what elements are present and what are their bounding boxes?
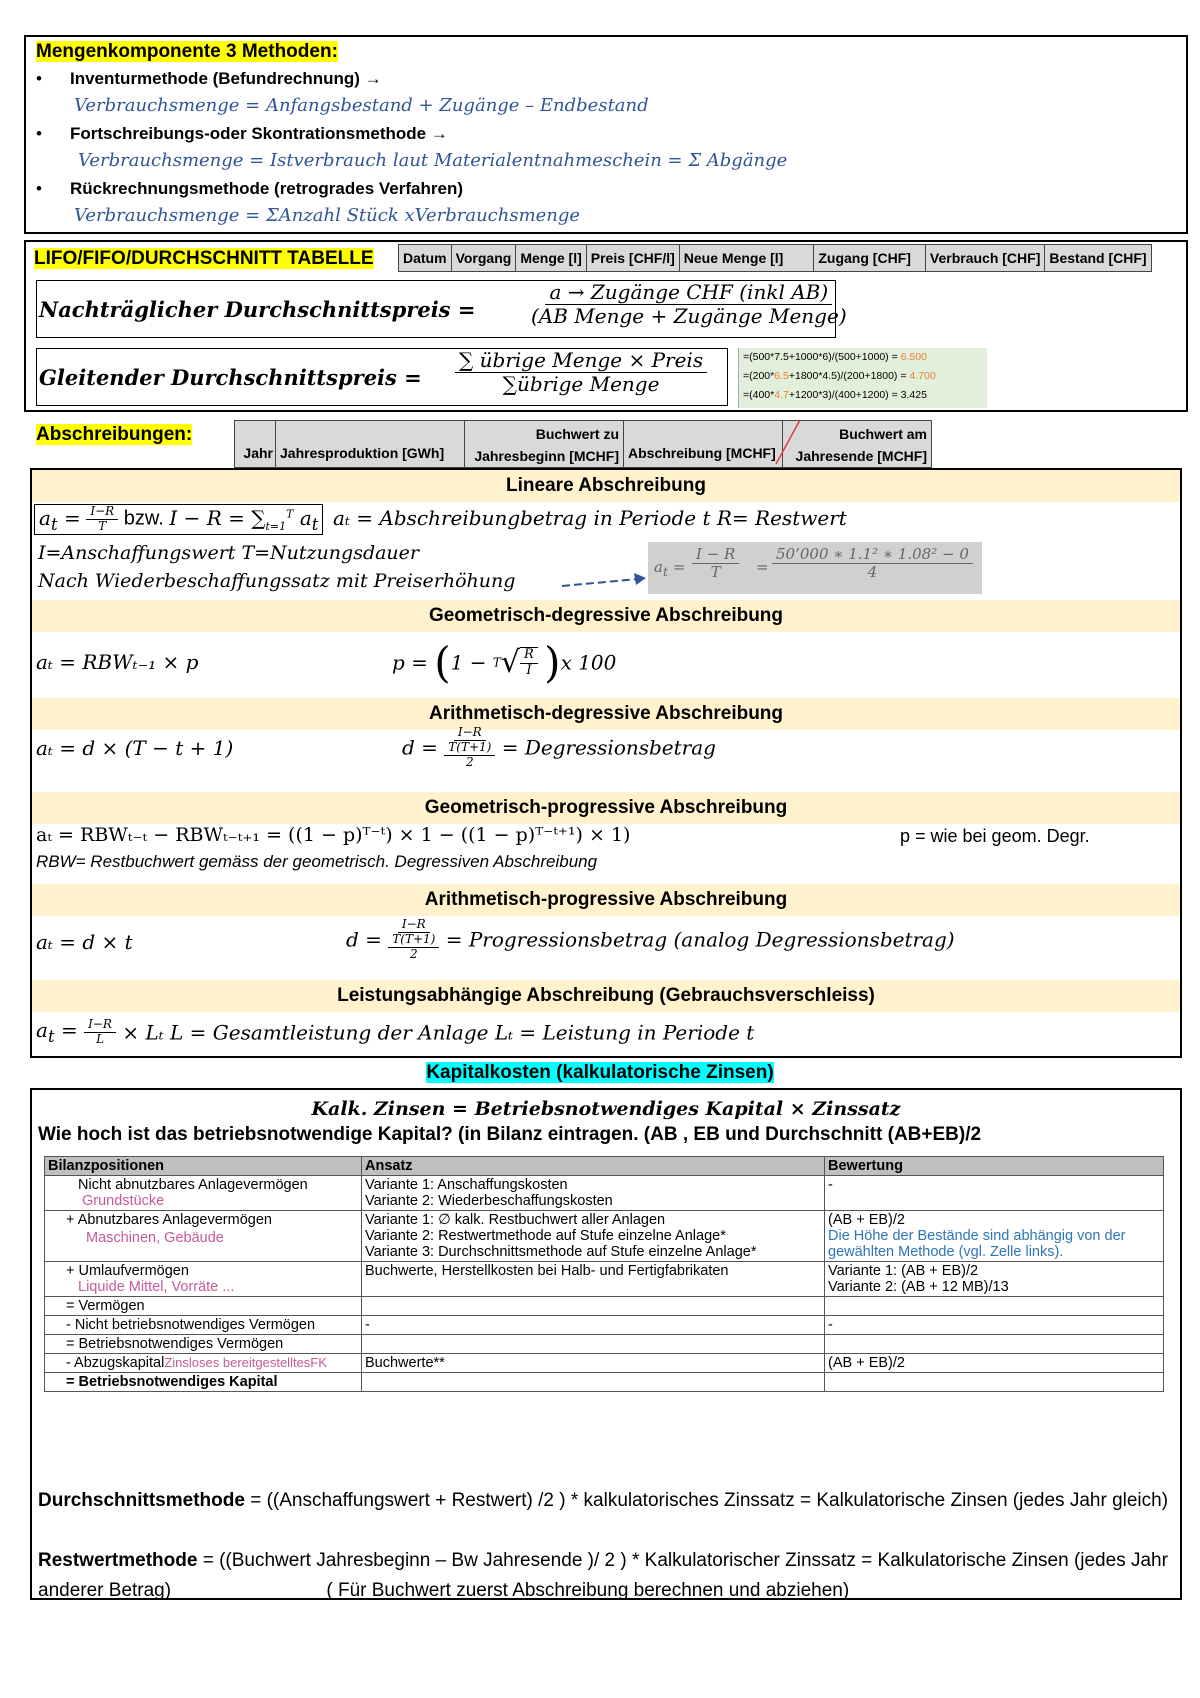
example-line: =(200*6.5+1800*4.5)/(200+1800) = 4.700 [743, 370, 936, 382]
nachtraeglich-formula-box [36, 280, 847, 338]
gleitender-formula-box [36, 348, 728, 406]
table-row: = Vermögen [45, 1297, 1164, 1316]
geo-prog-formula: aₜ = RBWₜ₋ₜ − RBWₜ₋ₜ₊₁ = ((1 − p)ᵀ⁻ᵗ) × 1 − ((1 − p)ᵀ⁻ᵗ⁺¹) × 1) [36, 824, 631, 846]
gleitender-label: Gleitender Durchschnittspreis = [39, 365, 422, 390]
lifo-col-header: Neue Menge [l] [680, 245, 815, 271]
bilanz-table [44, 1156, 1164, 1392]
abschreibung-table-header [234, 420, 932, 468]
lifo-col-header: Zugang [CHF] [814, 245, 926, 271]
example-line: =(400*4.7+1200*3)/(400+1200) = 3.425 [743, 389, 927, 401]
mengen-item-1: • Inventurmethode (Befundrechnung) → [36, 69, 382, 88]
bilanz-header: Bewertung [825, 1157, 1164, 1176]
nachtraeglich-denominator: (AB Menge + Zugänge Menge) [531, 304, 847, 328]
lifo-table-header [398, 244, 1152, 272]
kapital-formula: Kalk. Zinsen = Betriebsnotwendiges Kapital × Zinssatz [311, 1098, 901, 1120]
nachtraeglich-numerator: a → Zugänge CHF (inkl AB) [545, 281, 832, 305]
kapital-box [30, 1088, 1182, 1600]
gleitender-numerator: ∑ übrige Menge × Preis [455, 349, 707, 373]
arrow-icon [560, 570, 650, 594]
arith-deg-formula-2: d = I−R T(T+1) 2 = Degressionsbetrag [402, 725, 716, 769]
section-title-linear: Lineare Abschreibung [32, 470, 1180, 502]
linear-example-num: 50’000 ∗ 1.1² ∗ 1.08² − 0 [772, 546, 973, 564]
table-row: = Betriebsnotwendiges Vermögen [45, 1335, 1164, 1354]
linear-example-den: 4 [867, 563, 878, 582]
lifo-col-header: Datum [399, 245, 452, 271]
abschreibung-col-header: Jahr [235, 421, 276, 467]
mengen-item-label: Rückrechnungsmethode (retrogrades Verfahren) [70, 179, 463, 198]
durchschnittsmethode-text: Durchschnittsmethode = ((Anschaffungswert + Restwert) /2 ) * kalkulatorisches Zinssatz = Kalkulatorische Zinsen (jedes Jahr gleich) [38, 1490, 1169, 1511]
table-row: + Umlaufvermögen Liquide Mittel, Vorräte ... Buchwerte, Herstellkosten bei Halb- und Fertigfabrikaten Variante 1: (AB + EB)/2 Variante 2: (AB + 12 MB)/13 [45, 1262, 1164, 1297]
mengen-title: Mengenkomponente 3 Methoden: [36, 41, 338, 62]
arith-deg-formula-1: aₜ = d × (T − t + 1) [36, 736, 234, 760]
linear-line2: I=Anschaffungswert T=Nutzungsdauer [38, 542, 419, 564]
table-row: - AbzugskapitalZinsloses bereitgestelltesFK Buchwerte** (AB + EB)/2 [45, 1354, 1164, 1373]
table-row: = Betriebsnotwendiges Kapital [45, 1373, 1164, 1392]
lifo-col-header: Bestand [CHF] [1049, 250, 1147, 266]
lifo-title: LIFO/FIFO/DURCHSCHNITT TABELLE [34, 248, 374, 269]
arith-prog-formula-2: d = I−R T(T+1) 2 = Progressionsbetrag (analog Degressionsbetrag) [346, 917, 955, 961]
example-line: =(500*7.5+1000*6)/(500+1000) = 6.500 [743, 351, 927, 363]
abschreibungen-box [30, 468, 1182, 1058]
gleitender-denominator: ∑übrige Menge [502, 372, 660, 396]
bilanz-header: Ansatz [362, 1157, 825, 1176]
abschreibung-col-header: Buchwert am Jahresende [MCHF] [795, 426, 927, 464]
section-title-arith-prog: Arithmetisch-progressive Abschreibung [32, 884, 1180, 916]
lifo-col-header: Preis [CHF/l] [587, 245, 680, 271]
mengen-item-2: • Fortschreibungs-oder Skontrationsmethode → [36, 124, 448, 143]
abschreibung-col-header: Jahresproduktion [GWh] [276, 421, 465, 467]
kapital-title: Kapitalkosten (kalkulatorische Zinsen) [426, 1062, 774, 1083]
lifo-box [24, 240, 1188, 412]
geo-deg-formula-2: p = (1 − T√ $\frac{R}{I}$ )x 100 [392, 638, 617, 687]
leistung-formula: $a_t$ = $\frac{I-R}{L}$ × Lₜ L = Gesamtleistung der Anlage Lₜ = Leistung in Periode t [36, 1017, 755, 1047]
linear-example-box: $a_t$ = $\frac{I - R}{T}$ = $\frac{\text{50’000 ∗ 1.1² ∗ 1.08² − 0}}{4}$ [648, 542, 982, 594]
mengen-item-3: • Rückrechnungsmethode (retrogrades Verfahren) [36, 179, 463, 198]
kapital-question: Wie hoch ist das betriebsnotwendige Kapital? (in Bilanz eintragen. (AB , EB und Durchschnitt (AB+EB)/2 [38, 1124, 982, 1145]
red-slash-mark [770, 418, 806, 468]
section-title-arith-deg: Arithmetisch-degressive Abschreibung [32, 698, 1180, 730]
bzw-text: bzw. [123, 507, 164, 530]
section-title-geo-deg: Geometrisch-degressive Abschreibung [32, 600, 1180, 632]
linear-line3: Nach Wiederbeschaffungssatz mit Preiserhöhung [38, 570, 516, 592]
mengen-formula-2: Verbrauchsmenge = Istverbrauch laut Materialentnahmeschein = Σ Abgänge [78, 150, 788, 171]
restwertmethode-text: Restwertmethode = ((Buchwert Jahresbeginn – Bw Jahresende )/ 2 ) * Kalkulatorischer Zinssatz = Kalkulatorische Zinsen (jedes Jahr anderer Betrag) ( Für Buchwert zuerst Abschreibung berechnen und abziehen) [38, 1550, 1168, 1601]
nachtraeglich-label: Nachträglicher Durchschnittspreis = [39, 297, 476, 322]
gleitender-examples [738, 348, 987, 408]
arith-prog-formula-1: aₜ = d × t [36, 930, 133, 954]
abschreibung-col-header: Abschreibung [MCHF] [624, 421, 783, 467]
lifo-col-header: Menge [l] [516, 245, 586, 271]
linear-formula-boxed: $a_t$ = $\frac{I-R}{T}$ bzw. $I - R = \sum_{t=1}^T$ $a_t$ [34, 504, 323, 535]
mengen-item-label: Fortschreibungs-oder Skontrationsmethode → [70, 124, 448, 143]
bilanz-header: Bilanzpositionen [45, 1157, 362, 1176]
geo-prog-rbw: RBW= Restbuchwert gemäss der geometrisch. Degressiven Abschreibung [36, 852, 598, 871]
table-row: - Nicht betriebsnotwendiges Vermögen - - [45, 1316, 1164, 1335]
linear-definition: aₜ = Abschreibungbetrag in Periode t R= Restwert [333, 505, 847, 530]
mengen-formula-3: Verbrauchsmenge = ΣAnzahl Stück xVerbrauchsmenge [74, 205, 581, 226]
abschreibungen-title: Abschreibungen: [36, 424, 193, 445]
mengen-item-label: Inventurmethode (Befundrechnung) → [70, 69, 382, 88]
table-row: + Abnutzbares Anlagevermögen Maschinen, Gebäude Variante 1: ∅ kalk. Restbuchwert aller Anlagen Variante 2: Restwertmethode auf Stufe einzelne Anlage* Variante 3: Durchschnittsmethode auf Stufe einzelne Anlage* (AB + EB)/2 Die Höhe der Bestände sind abhängig von der gewählten Methode (vgl. Zelle links). [45, 1211, 1164, 1262]
abschreibung-col-header: Buchwert zu Jahresbeginn [MCHF] [465, 421, 624, 467]
lifo-col-header: Vorgang [452, 245, 517, 271]
linear-formula-row [34, 504, 847, 535]
table-row: Nicht abnutzbares Anlagevermögen Grundstücke Variante 1: Anschaffungskosten Variante 2: Wiederbeschaffungskosten - [45, 1176, 1164, 1211]
geo-prog-note: p = wie bei geom. Degr. [900, 826, 1090, 846]
mengen-box [24, 35, 1188, 234]
lifo-col-header: Verbrauch [CHF] [926, 245, 1045, 271]
section-title-leistung: Leistungsabhängige Abschreibung (Gebrauchsverschleiss) [32, 980, 1180, 1012]
mengen-formula-1: Verbrauchsmenge = Anfangsbestand + Zugänge – Endbestand [74, 95, 649, 116]
geo-deg-formula-1: aₜ = RBWₜ₋₁ × p [36, 650, 199, 674]
section-title-geo-prog: Geometrisch-progressive Abschreibung [32, 792, 1180, 824]
